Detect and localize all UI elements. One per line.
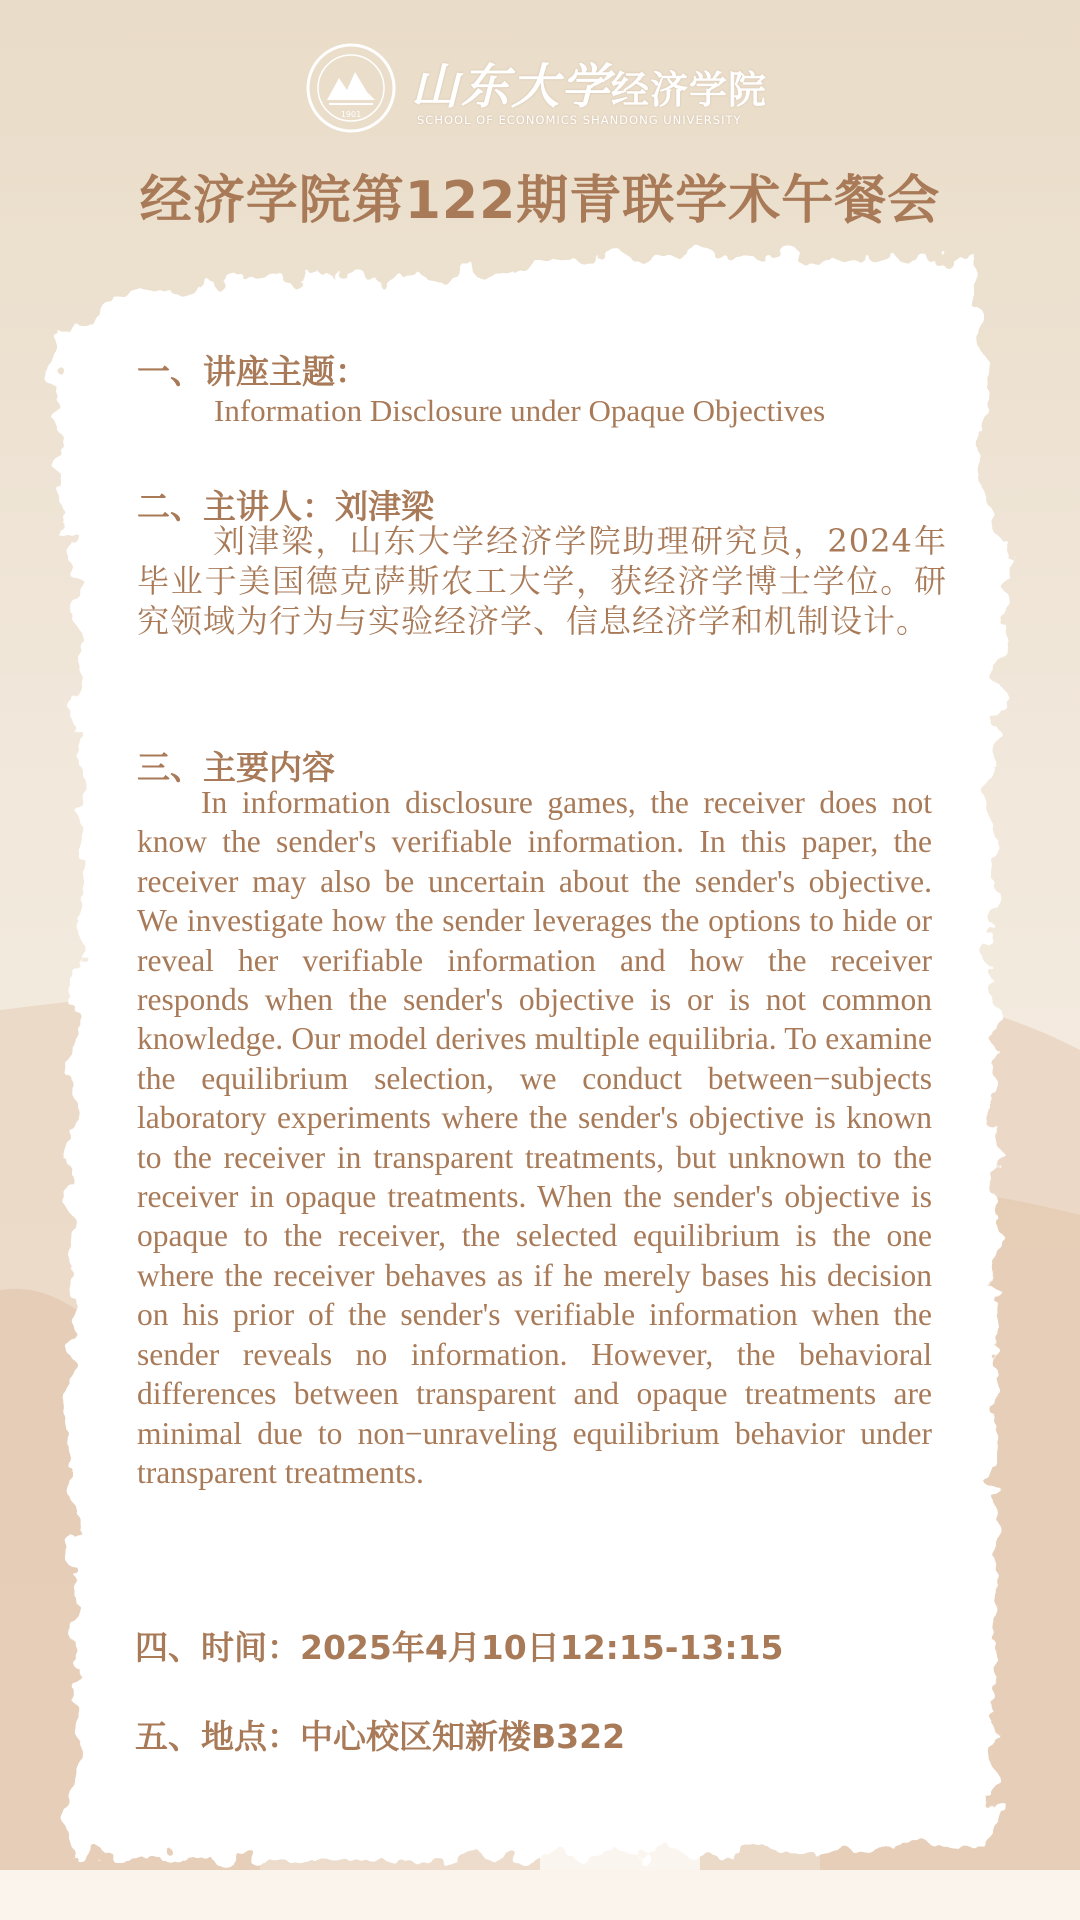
bottom-band	[0, 1870, 1080, 1920]
topic-text: Information Disclosure under Opaque Objectives	[214, 393, 826, 428]
time-value: 2025年4月10日12:15-13:15	[300, 1628, 784, 1667]
page-title: 经济学院第122期青联学术午餐会	[139, 171, 941, 231]
speaker-bio: 刘津梁，山东大学经济学院助理研究员，2024年毕业于美国德克萨斯农工大学，获经济学博士学位。研究领域为行为与实验经济学、信息经济学和机制设计。	[137, 522, 947, 640]
location-line	[135, 1711, 625, 1758]
time-label: 四、时间：	[135, 1628, 300, 1667]
speaker-heading: 二、主讲人：刘津梁	[137, 487, 434, 526]
university-brand	[411, 48, 767, 117]
university-header	[305, 40, 795, 140]
university-seal-icon	[305, 42, 397, 134]
topic-heading: 一、讲座主题：	[137, 352, 368, 391]
brand-sub: 经济学院	[611, 67, 768, 112]
brand-en: SCHOOL OF ECONOMICS SHANDONG UNIVERSITY	[417, 113, 742, 127]
brand-cn: 山东大学	[411, 59, 612, 115]
abstract-text: In information disclosure games, the receiver does not know the sender's verifiable information. In this paper, the receiver may also be uncertain about the sender's objective. We investigate how the sender leverages the options to hide or reveal her verifiable information and how the receiver responds when the sender's objective is or is not common knowledge. Our model derives multiple equilibria. To examine the equilibrium selection, we conduct between−subjects laboratory experiments where the sender's objective is known to the receiver in transparent treatments, but unknown to the receiver in opaque treatments. When the sender's objective is opaque to the receiver, the selected equilibrium is the one where the receiver behaves as if he merely bases his decision on his prior of the sender's verifiable information when the sender reveals no information. However, the behavioral differences between transparent and opaque treatments are minimal due to non−unraveling equilibrium behavior under transparent treatments.	[137, 785, 932, 1490]
time-line	[135, 1622, 784, 1669]
location-label: 五、地点：	[135, 1717, 300, 1756]
location-value: 中心校区知新楼B322	[300, 1717, 626, 1756]
content-heading: 三、主要内容	[137, 748, 335, 787]
seal-year: 1901	[340, 110, 362, 119]
